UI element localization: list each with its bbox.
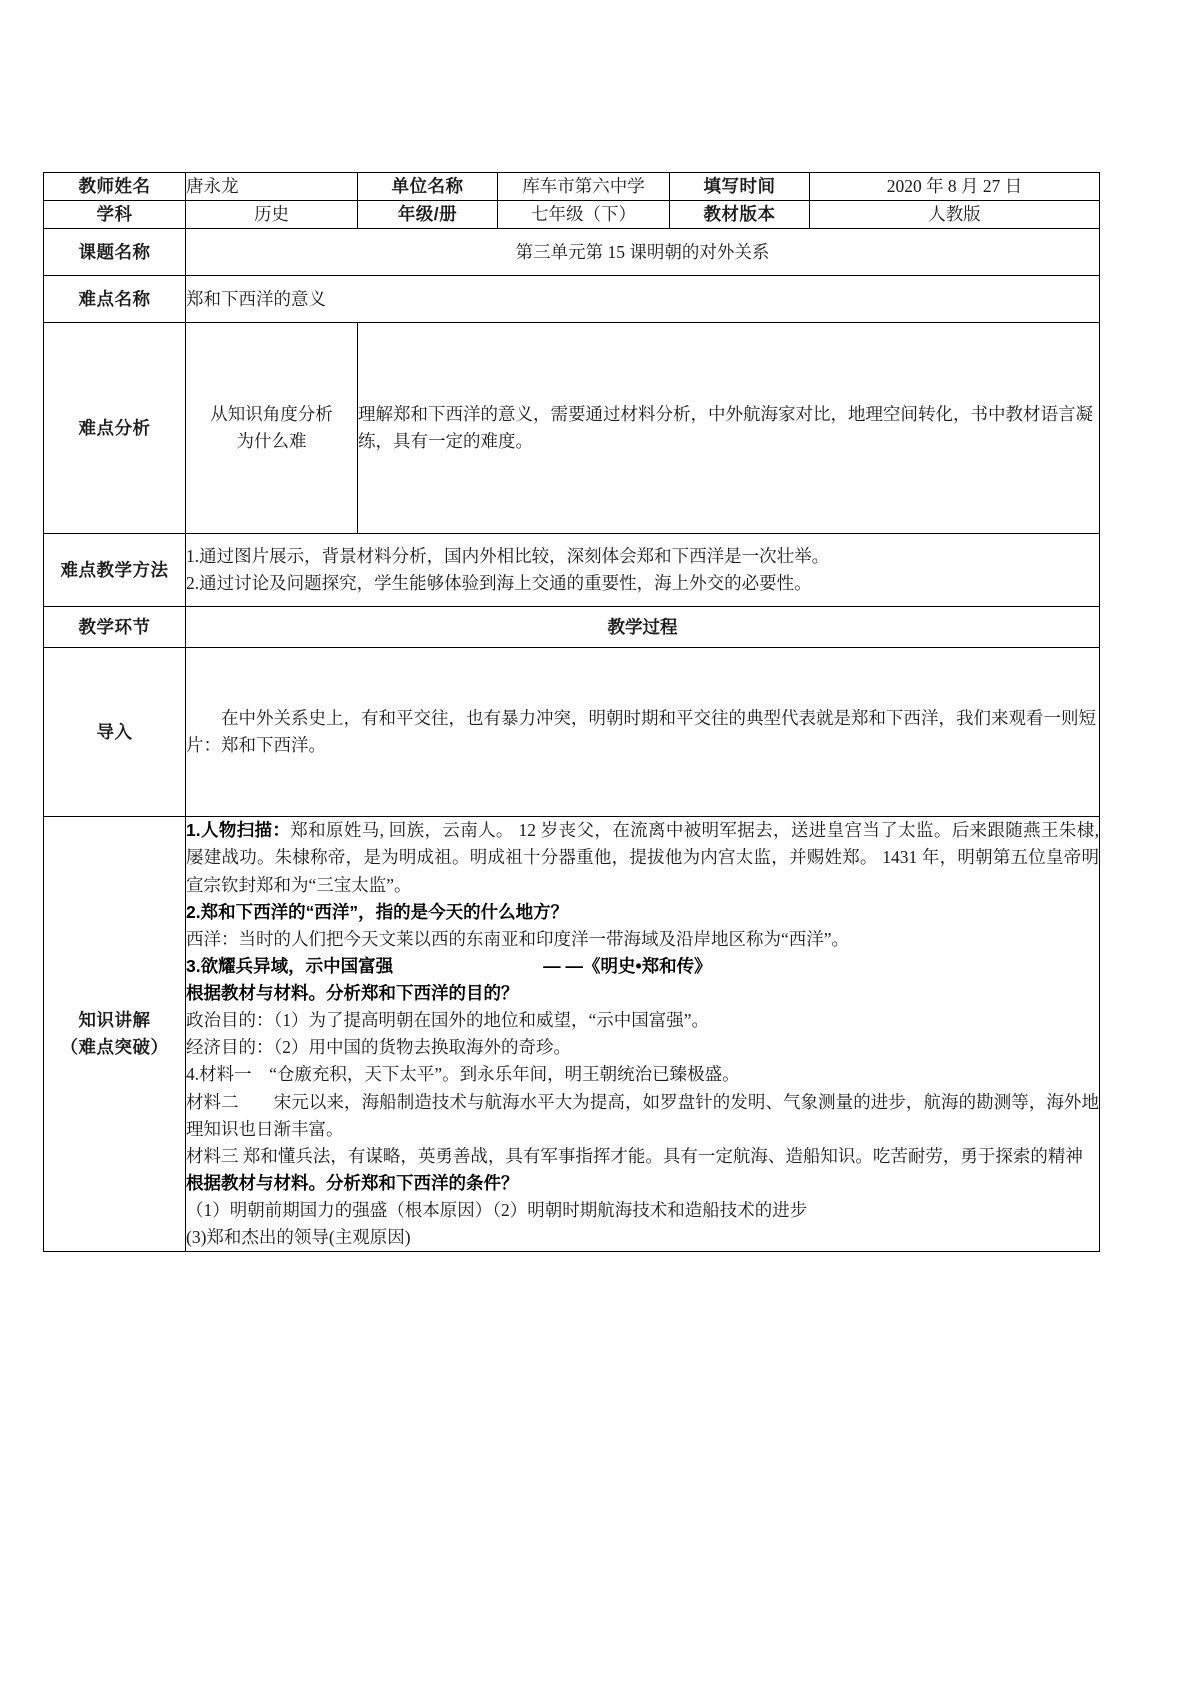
knowledge-item-1-text: 郑和原姓马, 回族，云南人。 12 岁丧父，在流离中被明军据去，送进皇宫当了太监。后来跟随燕王朱棣, 屡建战功。朱棣称帝，是为明成祖。明成祖十分器重他，提拔他为内宫太监，并赐姓郑。 1431 年，明朝第五位皇帝明宣宗钦封郑和为“三宝太监”。 [186,820,1099,895]
table-row-knowledge-explanation [44,817,1100,1252]
fill-date-value: 2020 年 8 月 27 日 [810,173,1100,201]
difficulty-analysis-body: 理解郑和下西洋的意义，需要通过材料分析，中外航海家对比，地理空间转化，书中教材语言凝练，具有一定的难度。 [358,323,1100,534]
knowledge-item-2-heading: 2.郑和下西洋的“西洋”，指的是今天的什么地方？ [186,901,569,922]
table-row-subject-info [44,201,1100,229]
table-row-difficulty-method [44,534,1100,607]
teacher-name-label: 教师姓名 [44,173,186,201]
difficulty-method-item-1: 1.通过图片展示，背景材料分析，国内外相比较，深刻体会郑和下西洋是一次壮举。 [186,546,830,567]
difficulty-name-value: 郑和下西洋的意义 [186,276,1100,323]
table-row-topic [44,229,1100,276]
knowledge-condition-2: (3)郑和杰出的领导(主观原因) [186,1227,411,1248]
introduction-paragraph: 在中外关系史上，有和平交往，也有暴力冲突，明朝时期和平交往的典型代表就是郑和下西洋，我们来观看一则短片：郑和下西洋。 [186,708,1096,756]
teaching-stage-label: 教学环节 [44,607,186,648]
knowledge-condition-1: （1）明朝前期国力的强盛（根本原因）（2）明朝时期航海技术和造船技术的进步 [186,1200,808,1220]
introduction-body [186,648,1100,817]
textbook-version-value: 人教版 [810,201,1100,229]
knowledge-material-3: 材料三 郑和懂兵法，有谋略，英勇善战，具有军事指挥才能。具有一定航海、造船知识。吃苦耐劳，勇于探索的精神 [186,1145,1083,1166]
knowledge-item-3-line [186,953,1099,980]
knowledge-explanation-label-line1: 知识讲解 [78,1010,151,1031]
difficulty-analysis-label: 难点分析 [44,323,186,534]
knowledge-item-3-citation: — —《明史•郑和传》 [543,955,712,976]
school-name-label: 单位名称 [358,173,498,201]
knowledge-purpose-political: 政治目的：（1）为了提高明朝在国外的地位和威望，“示中国富强”。 [186,1010,710,1031]
fill-date-label: 填写时间 [670,173,810,201]
difficulty-analysis-sublabel-line2: 为什么难 [236,431,307,452]
school-name-value: 库车市第六中学 [498,173,670,201]
knowledge-item-1-heading: 1.人物扫描： [186,820,291,841]
textbook-version-label: 教材版本 [670,201,810,229]
difficulty-name-label: 难点名称 [44,276,186,323]
knowledge-question-2: 根据教材与材料。分析郑和下西洋的条件？ [186,1172,519,1193]
table-row-difficulty-analysis [44,323,1100,534]
knowledge-item-2-text: 西洋：当时的人们把今天文莱以西的东南亚和印度洋一带海域及沿岸地区称为“西洋”。 [186,928,850,949]
difficulty-method-label: 难点教学方法 [44,534,186,607]
subject-label: 学科 [44,201,186,229]
knowledge-material-1: 4.材料一 “仓廒充积，天下太平”。到永乐年间，明王朝统治已臻极盛。 [186,1064,740,1085]
difficulty-analysis-sublabel [186,323,358,534]
grade-label: 年级/册 [358,201,498,229]
teacher-name-value: 唐永龙 [186,173,358,201]
lesson-plan-table [43,172,1100,1252]
introduction-label: 导入 [44,648,186,817]
topic-value: 第三单元第 15 课明朝的对外关系 [186,229,1100,276]
difficulty-analysis-sublabel-line1: 从知识角度分析 [210,404,333,425]
knowledge-material-2: 材料二 宋元以来，海船制造技术与航海水平大为提高，如罗盘针的发明、气象测量的进步，航海的勘测等，海外地理知识也日渐丰富。 [186,1091,1099,1139]
difficulty-method-item-2: 2.通过讨论及问题探究，学生能够体验到海上交通的重要性，海上外交的必要性。 [186,573,812,594]
subject-value: 历史 [186,201,358,229]
table-row-teacher-info [44,173,1100,201]
knowledge-purpose-economic: 经济目的：（2）用中国的货物去换取海外的奇珍。 [186,1037,571,1058]
knowledge-item-3-heading: 3.欲耀兵异域，示中国富强 [186,955,394,976]
knowledge-explanation-label [44,817,186,1252]
knowledge-explanation-label-line2: （难点突破） [60,1037,169,1058]
knowledge-item-1 [186,817,1099,898]
table-row-introduction [44,648,1100,817]
topic-label: 课题名称 [44,229,186,276]
knowledge-explanation-body [186,817,1100,1252]
knowledge-question-1: 根据教材与材料。分析郑和下西洋的目的？ [186,983,519,1003]
grade-value: 七年级（下） [498,201,670,229]
table-row-stage-header [44,607,1100,648]
difficulty-method-body [186,534,1100,607]
table-row-difficulty-name [44,276,1100,323]
teaching-process-label: 教学过程 [186,607,1100,648]
